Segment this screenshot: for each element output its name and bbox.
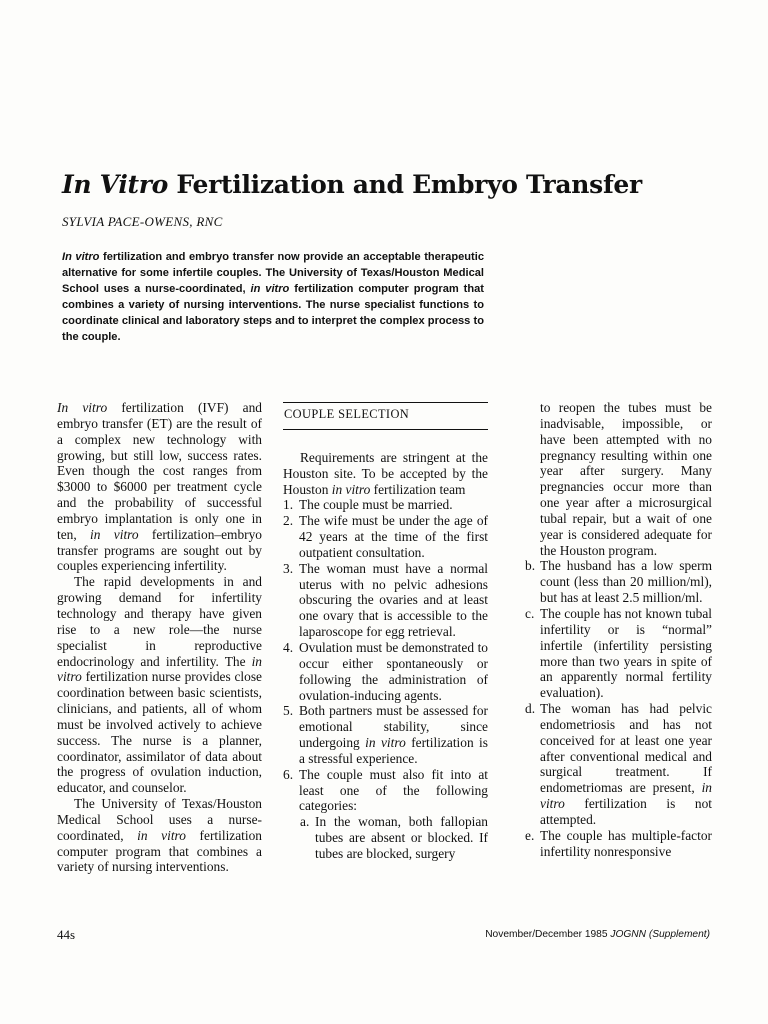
italic-run: in vitro [90, 526, 139, 542]
italic-run: in vitro [137, 827, 186, 843]
text-run: to reopen the tubes must be inadvisable, impossible, or have been attempted with no pregnancy resulting within one year after surgery. Many pregnancies occur more than one year after a microsurgical tubal repair, but a wait of one year is considered adequate for the Houston program. [540, 400, 712, 558]
text-run: fertilization–embryo transfer programs are sought out by couples experiencing infertility. [57, 526, 262, 574]
item-text [299, 703, 488, 766]
column-3 [517, 400, 712, 859]
category-item [524, 828, 712, 860]
item-marker: c. [525, 605, 535, 621]
italic-run: in vitro [331, 481, 371, 497]
text-run: The couple must be married. [299, 497, 453, 513]
column-1 [57, 400, 262, 875]
item-marker: a. [300, 814, 310, 830]
requirement-item [283, 640, 488, 703]
title-rest: Fertilization and Embryo Transfer [168, 170, 642, 199]
category-item [299, 814, 488, 862]
item-marker: 6. [283, 766, 294, 782]
requirement-item [283, 703, 488, 766]
text-run: The couple must also fit into at least one of the following categories: [299, 766, 488, 814]
intro-paragraph [57, 574, 262, 796]
requirements-list [283, 497, 488, 814]
citation-date: November/December 1985 [485, 929, 611, 940]
title-italic: In Vitro [62, 170, 169, 199]
text-run: The University of Texas/Houston Medical School uses a nurse-coordinated, [57, 796, 262, 843]
item-marker: 2. [283, 513, 294, 529]
text-run: fertilization computer program that combines a variety of nursing interventions. [57, 827, 263, 875]
requirement-item [283, 513, 488, 561]
abstract-text [62, 250, 484, 345]
category-item-continued [524, 400, 712, 558]
item-marker: b. [525, 558, 536, 574]
categories-list-continued [524, 400, 712, 859]
text-run: The couple has multiple-factor infertility nonresponsive [540, 827, 712, 859]
text-run: The wife must be under the age of 42 years at the time of the first outpatient consultation. [299, 513, 488, 560]
italic-run: in vitro [250, 282, 290, 295]
citation-journal: JOGNN (Supplement) [610, 929, 710, 940]
italic-run: in vitro [540, 780, 712, 812]
text-run: The husband has a low sperm count (less than 20 million/ml), but has at least 2.5 million/ml. [540, 558, 712, 606]
italic-run: In vitro [62, 251, 100, 263]
column-2 [283, 402, 488, 862]
text-run: fertilization computer program that combines a variety of nursing interventions. The nurse specialist functions to coordinate clinical and laboratory steps and to interpret the complex process to the couple. [62, 282, 485, 343]
category-item [524, 701, 712, 828]
section-intro [283, 450, 488, 498]
italic-run: In vitro [57, 400, 108, 415]
text-run: The rapid developments in and growing demand for infertility technology and therapy have given rise to a new role—the nurse specialist in reproductive endocrinology and infertility. The [57, 574, 262, 669]
item-text [299, 561, 488, 639]
text-run: fertilization and embryo transfer now provide an acceptable therapeutic alternative for some infertile couples. The University of Texas/Houston Medical School uses a nurse-coordinated, [62, 251, 485, 295]
text-run: Requirements are stringent at the Houston site. To be accepted by the Houston [283, 449, 488, 497]
journal-citation [485, 929, 710, 940]
requirement-item [283, 561, 488, 640]
item-marker: e. [525, 827, 535, 843]
text-run: The woman must have a normal uterus with no pelvic adhesions obscuring the ovaries and at least one ovary that is accessible to the laparoscope for egg retrieval. [299, 560, 488, 640]
requirement-item [283, 497, 488, 513]
text-run: fertilization nurse provides close coordination between basic scientists, clinicians, and patients, all of whom must be involved actively to achieve success. The nurse is a planner, coordinator, assimilator of data about the progress of ovulation induction, educator, and counselor. [57, 669, 262, 796]
text-run: fertilization (IVF) and embryo transfer (ET) are the result of a complex new technology with growing, but still low, success rates. Even though the cost ranges from $3000 to $6000 per treatment cycle and the probability of successful embryo implantation is only one in ten, [57, 400, 262, 542]
item-text [540, 400, 712, 558]
category-item [524, 558, 712, 606]
item-marker: 4. [283, 639, 294, 655]
item-marker: 3. [283, 560, 294, 576]
section-rule-bottom [283, 429, 488, 430]
page-number: 44s [57, 927, 76, 942]
abstract [62, 250, 484, 345]
text-run: In the woman, both fallopian tubes are absent or blocked. If tubes are blocked, surgery [315, 814, 488, 861]
page-footer [0, 927, 768, 947]
text-run: fertilization is a stressful experience. [299, 735, 488, 766]
text-run: fertilization is not attempted. [540, 796, 712, 827]
item-marker: d. [525, 701, 536, 717]
item-text [299, 767, 488, 814]
item-marker: 5. [283, 703, 294, 719]
item-text [299, 640, 488, 703]
item-text [540, 558, 712, 605]
requirement-item [283, 767, 488, 815]
category-item [524, 606, 712, 701]
text-run: Ovulation must be demonstrated to occur either spontaneously or following the administration of ovulation-inducing agents. [299, 639, 488, 703]
item-text [299, 497, 453, 512]
text-run: The woman has had pelvic endometriosis and has not conceived for at least one year after conventional medical and surgical treatment. If endometriomas are present, [540, 701, 712, 796]
categories-list [299, 814, 488, 862]
intro-paragraph [57, 400, 262, 574]
item-marker: 1. [283, 497, 294, 513]
text-run: fertilization team [370, 481, 466, 497]
article-title [62, 170, 642, 199]
author-byline: SYLVIA PACE-OWENS, RNC [62, 214, 223, 229]
item-text [299, 513, 488, 560]
item-text [315, 814, 488, 861]
item-text [540, 606, 712, 700]
italic-run: in vitro [365, 735, 406, 751]
text-run: The couple has not known tubal infertility or is “normal” infertile (infertility persisting more than two years in spite of an apparently normal fertility evaluation). [540, 605, 712, 701]
italic-run: in vitro [57, 653, 262, 685]
item-text [540, 828, 712, 859]
section-heading: COUPLE SELECTION [284, 407, 410, 421]
text-run: Both partners must be assessed for emotional stability, since undergoing [299, 703, 488, 751]
intro-paragraph [57, 796, 262, 875]
item-text [540, 701, 712, 827]
